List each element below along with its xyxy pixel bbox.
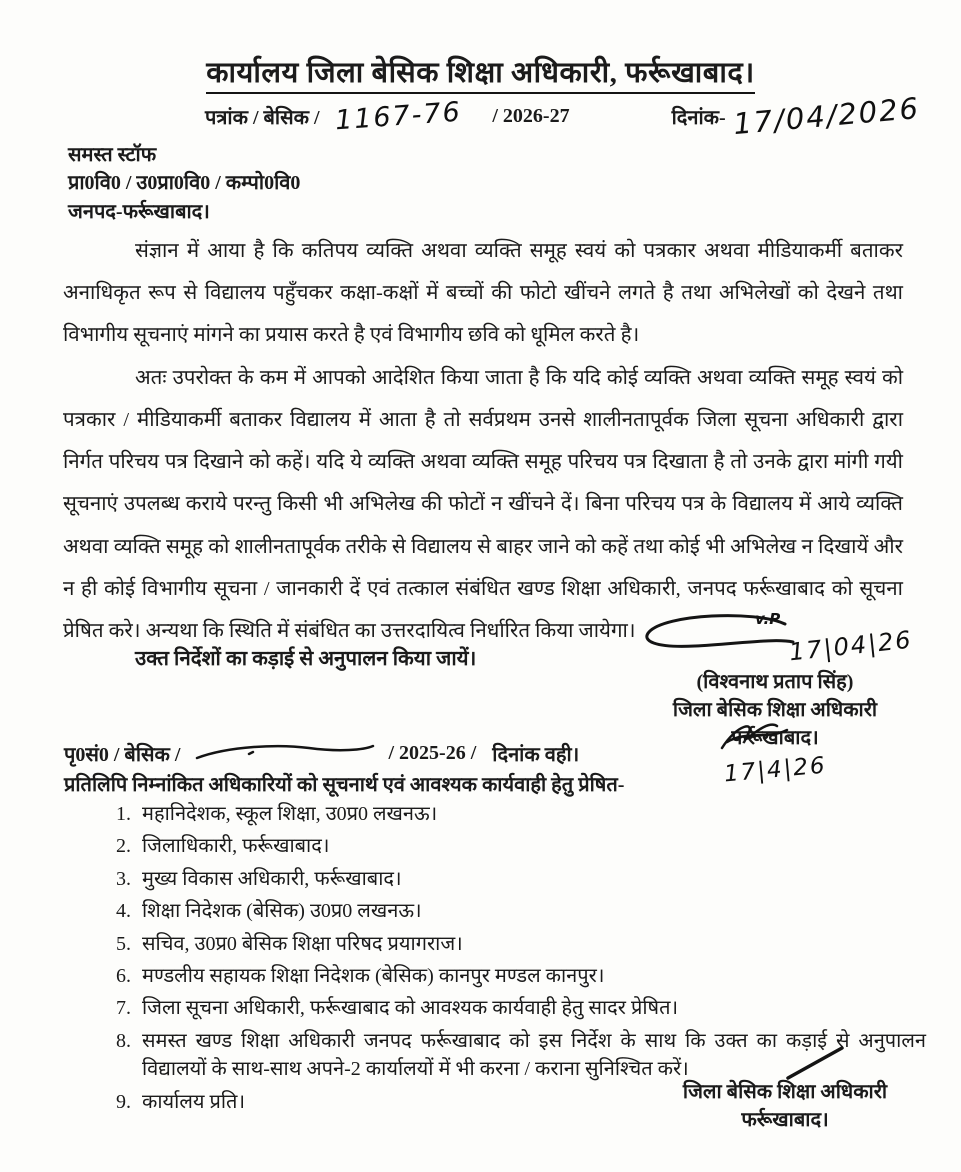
ref-number-handwritten: 1167-76 — [333, 96, 463, 136]
signature-date2-handwritten: 17|4|26 — [722, 752, 828, 788]
signatory-name: (विश्वनाथ प्रताप सिंह) — [696, 671, 854, 693]
svg-text:v.P: v.P — [755, 612, 781, 628]
copy-to-line: प्रतिलिपि निम्नांकित अधिकारियों को सूचनार्थ एवं आवश्यक कार्यवाही हेतु प्रेषित- — [64, 774, 625, 796]
signatory-designation: जिला बेसिक शिक्षा अधिकारी — [672, 699, 878, 721]
recipient-item: 1. महानिदेशक, स्कूल शिक्षा, उ0प्र0 लखनऊ। — [136, 800, 926, 828]
recipient-item: 3. मुख्य विकास अधिकारी, फर्रूखाबाद। — [136, 865, 926, 893]
signature-icon — [635, 612, 805, 664]
recipient-item: 4. शिक्षा निदेशक (बेसिक) उ0प्र0 लखनऊ। — [136, 897, 926, 925]
footer-place: फर्रूखाबाद। — [741, 1109, 829, 1131]
endorsement-date-text: दिनांक वही। — [492, 744, 580, 766]
footer-designation: जिला बेसिक शिक्षा अधिकारी — [682, 1081, 888, 1103]
addressee-line-2: प्रा0वि0 / उ0प्रा0वि0 / कम्पो0वि0 — [68, 172, 301, 195]
signatory-place-wrap — [731, 724, 818, 752]
date-handwritten: 17/04/2026 — [731, 90, 921, 142]
recipient-item: 7. जिला सूचना अधिकारी, फर्रूखाबाद को आवश्यक कार्यवाही हेतु सादर प्रेषित। — [136, 994, 926, 1022]
paragraph-2: अतः उपरोक्त के कम में आपको आदेशित किया जाता है कि यदि कोई व्यक्ति अथवा व्यक्ति समूह स्वयं को पत्रकार / मीडियाकर्मी बताकर विद्यालय में आता है तो सर्वप्रथम उनसे शालीनतापूर्वक जिला सूचना अधिकारी द्वारा निर्गत परिचय पत्र दिखाने को कहें। यदि ये व्यक्ति अथवा व्यक्ति समूह परिचय पत्र दिखाता है तो उनके द्वारा मांगी गयी सूचनाएं उपलब्ध कराये परन्तु किसी भी अभिलेख की फोटों न खींचने दें। बिना परिचय पत्र के विद्यालय में आये व्यक्ति अथवा व्यक्ति समूह को शालीनतापूर्वक तरीके से विद्यालय से बाहर जाने को कहें तथा कोई भी अभिलेख न दिखायें और न ही कोई विभागीय सूचना / जानकारी दें एवं तत्काल संबंधित खण्ड शिक्षा अधिकारी, जनपद फर्रूखाबाद को सूचना प्रेषित करे। अन्यथा कि स्थिति में संबंधित का उत्तरदायित्व निर्धारित किया जायेगा। — [63, 366, 903, 642]
footer-signature-icon — [780, 1042, 850, 1082]
recipient-item: 6. मण्डलीय सहायक शिक्षा निदेशक (बेसिक) कानपुर मण्डल कानपुर। — [136, 962, 926, 990]
recipient-item: 9. कार्यालय प्रति। — [136, 1088, 926, 1116]
paragraph-1: संज्ञान में आया है कि कतिपय व्यक्ति अथवा व्यक्ति समूह स्वयं को पत्रकार अथवा मीडियाकर्मी बताकर अनाधिकृत रूप से विद्यालय पहुँचकर कक्षा-कक्षों में बच्चों की फोटो खींचने लगते है तथा अभिलेखों को देखने तथा विभागीय सूचनाएं मांगने का प्रयास करते है एवं विभागीय छवि को धूमिल करते है। — [63, 240, 903, 347]
signatory-place: फर्रूखाबाद। — [731, 727, 819, 749]
recipient-item: 2. जिलाधिकारी, फर्रूखाबाद। — [136, 832, 926, 860]
endorsement-ref-line — [64, 740, 684, 767]
handwritten-dash-icon — [189, 742, 379, 766]
recipient-item: 5. सचिव, उ0प्र0 बेसिक शिक्षा परिषद प्रयागराज। — [136, 930, 926, 958]
addressee-line-1: समस्त स्टॉफ — [68, 144, 157, 166]
footer-signature-block — [640, 1078, 930, 1134]
endorsement-ref-year: / 2025-26 / — [388, 742, 477, 764]
office-title: कार्यालय जिला बेसिक शिक्षा अधिकारी, फर्रूखाबाद। — [206, 57, 755, 94]
reference-line — [205, 90, 945, 142]
recipient-item: 8. समस्त खण्ड शिक्षा अधिकारी जनपद फर्रूखाबाद को इस निर्देश के साथ कि उक्त का कड़ाई से अनुपालन विद्यालयों के साथ-साथ अपने-2 कार्यालयों में भी करना / कराना सुनिश्चित करें। — [136, 1027, 926, 1084]
signature-date-handwritten: 17|04|26 — [787, 625, 915, 667]
ref-prefix: पत्रांक / बेसिक / — [205, 106, 320, 129]
ref-year: / 2026-27 — [492, 104, 570, 127]
letter-body — [63, 230, 903, 652]
addressee-block — [68, 141, 300, 226]
date-label: दिनांक- — [671, 106, 726, 129]
signature-row — [625, 612, 925, 668]
page-title — [0, 52, 961, 91]
closing-line: उक्त निर्देशों का कड़ाई से अनुपालन किया जायें। — [135, 648, 477, 670]
endorsement-ref-prefix: पृ0सं0 / बेसिक / — [64, 744, 181, 766]
addressee-line-3: जनपद-फर्रूखाबाद। — [68, 200, 210, 223]
